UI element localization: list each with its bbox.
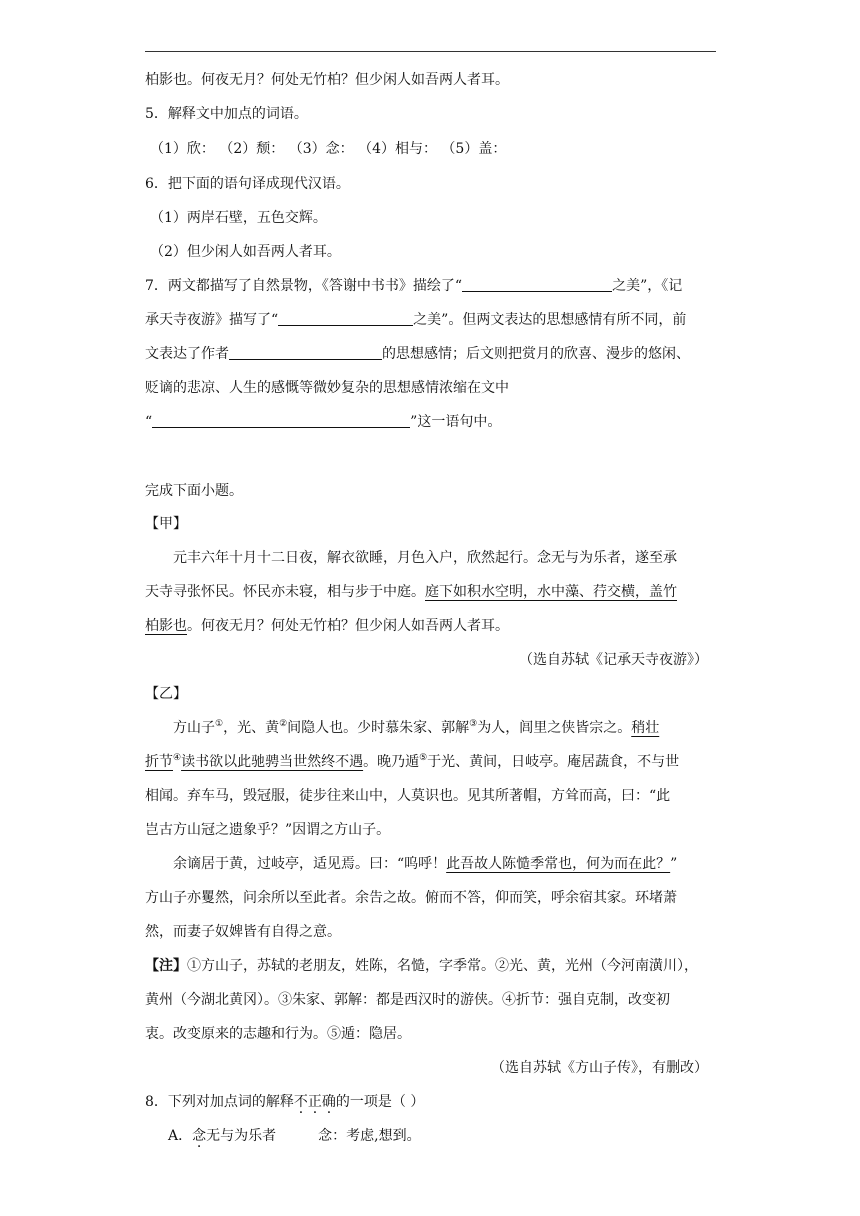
text-run: 。何夜无月？何处无竹柏？但少闲人如吾两人者耳。: [187, 618, 509, 634]
text-run: 承天寺夜游》描写了“: [145, 312, 279, 328]
passage-yi-source: （选自苏轼《方山子传》，有删改）: [491, 1060, 708, 1076]
text-run: ①方山子，苏轼的老朋友，姓陈，名慥，字季常。②光、黄，光州（今河南潢川），: [187, 958, 698, 974]
dotted-char: 念: [192, 1128, 207, 1144]
question-8-option-a[interactable]: [168, 1126, 421, 1146]
note-line-2: 黄州（今湖北黄冈）。③朱家、郭解：都是西汉时的游侠。④折节：强自克制，改变初: [145, 992, 670, 1008]
underlined-sentence: 稍壮: [631, 720, 660, 736]
answer-blank[interactable]: [278, 310, 413, 326]
text-run: 的思想感情；后文则把赏月的欣喜、漫步的悠闲、: [382, 346, 690, 362]
text-run: 余谪居于黄，过岐亭，适见焉。曰：“呜呼！: [173, 856, 447, 872]
note-line-1: [145, 956, 698, 976]
dotted-char: 正: [307, 1094, 322, 1110]
question-7-line-1: [145, 276, 682, 296]
section-intro: 完成下面小题。: [145, 483, 243, 499]
question-5-title: 5．解释文中加点的词语。: [145, 106, 308, 122]
underlined-sentence: 庭下如积水空明，水中藻、荇交横，盖竹: [425, 584, 677, 600]
passage-yi-line-1: [173, 718, 659, 738]
passage-yi-line-5: [173, 854, 677, 874]
passage-jia-label: 【甲】: [145, 516, 187, 532]
text-run: 之美”。但两文表达的思想感情有所不同，前: [413, 312, 687, 328]
text-run: 8．下列对加点词的解释: [145, 1094, 294, 1110]
underlined-sentence: 读书欲以此驰骋当世然终不遇: [181, 754, 364, 770]
dotted-char: 确: [321, 1094, 336, 1110]
text-run: 方山子: [173, 720, 215, 736]
option-explanation: 念：考虑,想到。: [318, 1128, 421, 1144]
text-run: ”这一语句中。: [410, 414, 502, 430]
note-line-3: 衷。改变原来的志趣和行为。⑤遁：隐居。: [145, 1026, 411, 1042]
text-run: 为人，闾里之侠皆宗之。: [477, 720, 632, 736]
question-5-items: （1）欣： （2）颓： （3）念： （4）相与： （5）盖：: [150, 141, 507, 157]
footnote-marker: ③: [469, 719, 478, 729]
footnote-marker: ②: [279, 719, 288, 729]
passage-yi-line-2: [145, 752, 679, 772]
footnote-marker: ⑤: [419, 753, 428, 763]
footnote-marker: ④: [173, 753, 182, 763]
answer-blank[interactable]: [229, 344, 382, 360]
passage-jia-line-1: 元丰六年十月十二日夜，解衣欲睡，月色入户，欣然起行。念无与为乐者，遂至承: [173, 550, 677, 566]
question-7-line-2: [145, 310, 686, 330]
question-6-title: 6．把下面的语句译成现代汉语。: [145, 176, 350, 192]
text-run: 无与为乐者: [206, 1128, 277, 1144]
text-run: 于光、黄间，日岐亭。庵居蔬食，不与世: [427, 754, 680, 770]
text-run: 之美”，《记: [612, 278, 683, 294]
underlined-sentence: 柏影也: [145, 618, 187, 634]
text-run: ，光、黄: [223, 720, 280, 736]
text-run: 7．两文都描写了自然景物，《答谢中书书》描绘了“: [145, 278, 463, 294]
text-run: 文表达了作者: [145, 346, 229, 362]
passage-jia-line-3: [145, 616, 509, 636]
passage-jia-source: （选自苏轼《记承天寺夜游》）: [519, 652, 708, 668]
passage-yi-line-7: 然，而妻子奴婢皆有自得之意。: [145, 924, 341, 940]
question-7-line-3: [145, 344, 690, 364]
header-rule: [145, 51, 716, 52]
underlined-sentence: 此吾故人陈慥季常也，何为而在此？: [446, 856, 671, 872]
text-run: ”: [670, 856, 678, 872]
option-label: A．: [168, 1128, 193, 1144]
text-run: 的一项是（ ）: [335, 1094, 425, 1110]
question-8-title: [145, 1092, 424, 1112]
text-run: 天寺寻张怀民。怀民亦未寝，相与步于中庭。: [145, 584, 425, 600]
footnote-marker: ①: [215, 719, 224, 729]
passage-yi-label: 【乙】: [145, 686, 187, 702]
dotted-char: 不: [293, 1094, 308, 1110]
passage-yi-line-3: 相闻。弃车马，毁冠服，徒步往来山中，人莫识也。见其所著帽，方耸而高，曰：“此: [145, 788, 671, 804]
passage-fragment: 柏影也。何夜无月？何处无竹柏？但少闲人如吾两人者耳。: [145, 72, 509, 88]
answer-blank[interactable]: [152, 412, 410, 428]
text-run: 。晚乃遁: [363, 754, 420, 770]
question-7-line-5: [145, 412, 501, 432]
text-run: 间隐人也。少时慕朱家、郭解: [287, 720, 470, 736]
note-label: 【注】: [145, 958, 187, 974]
text-run: “: [145, 414, 153, 430]
question-7-line-4: 贬谪的悲凉、人生的感慨等微妙复杂的思想感情浓缩在文中: [145, 380, 509, 396]
underlined-sentence: 折节: [145, 754, 173, 770]
answer-blank[interactable]: [462, 276, 612, 292]
passage-yi-line-4: 岂古方山冠之遗象乎？”因谓之方山子。: [145, 822, 391, 838]
passage-jia-line-2: [145, 582, 677, 602]
question-6-item-1: （1）两岸石壁，五色交辉。: [150, 210, 327, 226]
question-6-item-2: （2）但少闲人如吾两人者耳。: [150, 244, 341, 260]
passage-yi-line-6: 方山子亦矍然，问余所以至此者。余告之故。俯而不答，仰而笑，呼余宿其家。环堵萧: [145, 890, 677, 906]
